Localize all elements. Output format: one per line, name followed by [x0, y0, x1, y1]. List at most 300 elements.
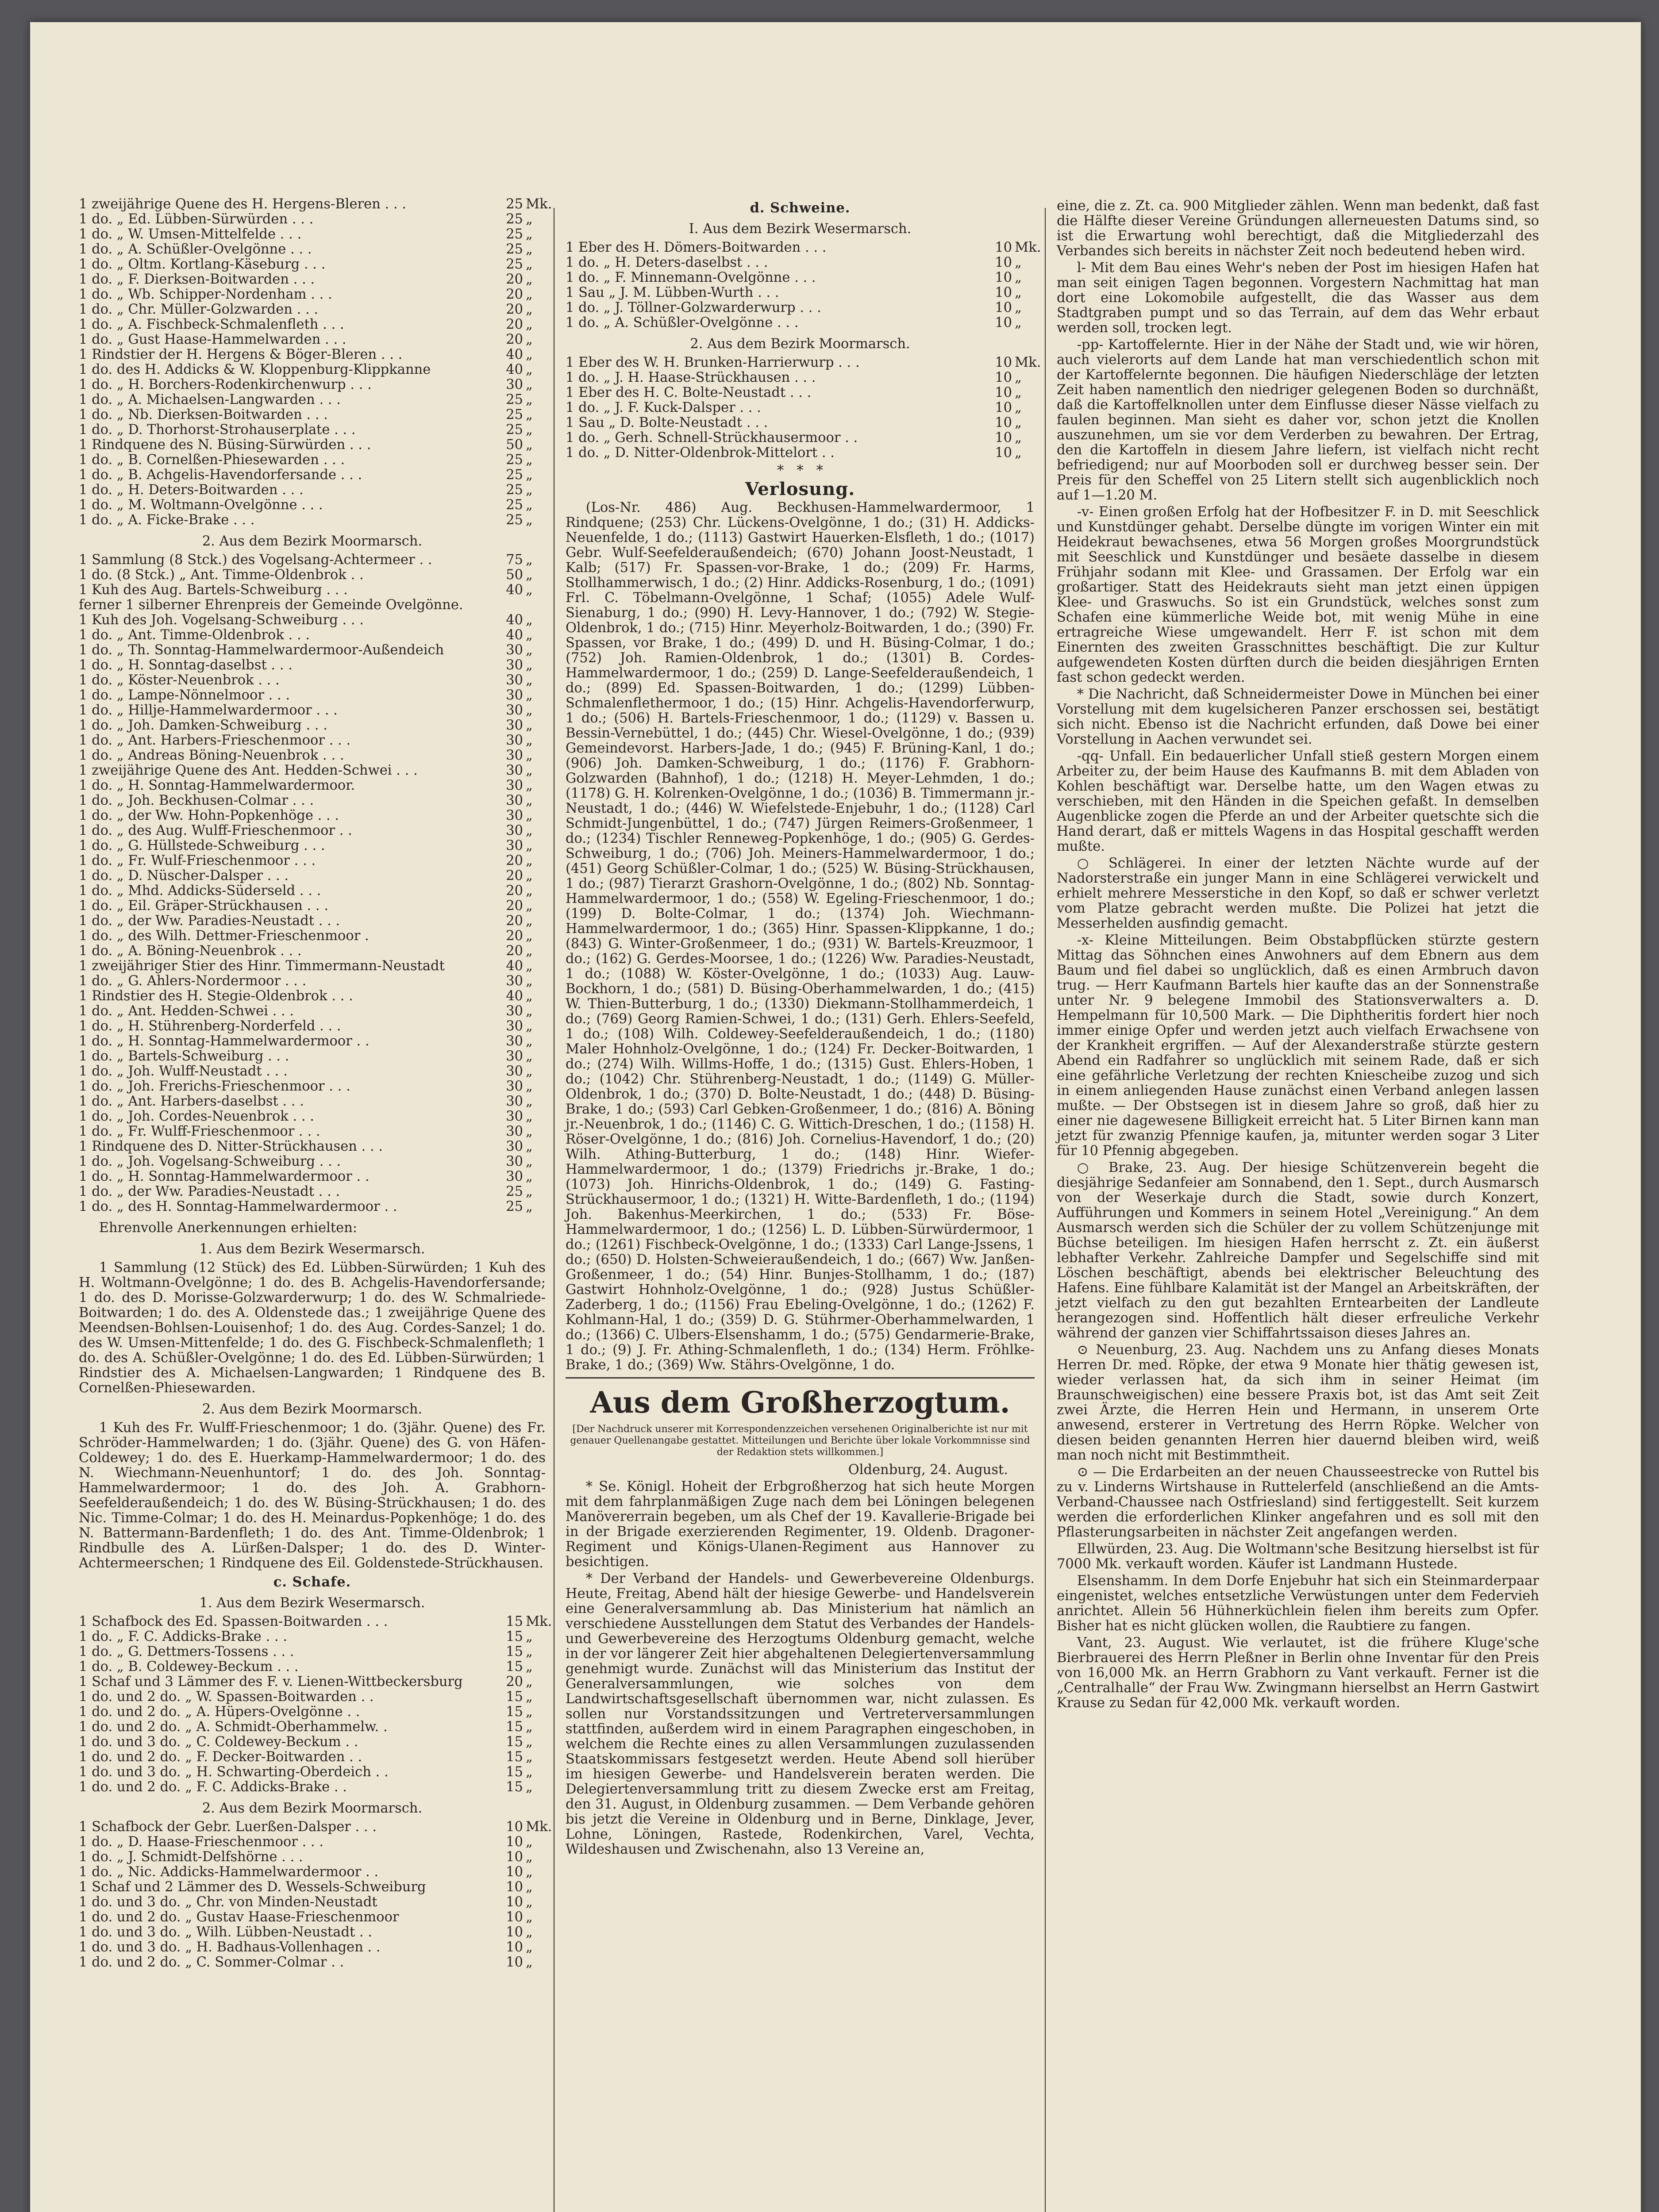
prize-row: [79, 1659, 546, 1674]
prize-unit: „: [526, 1629, 533, 1644]
prize-entry: 1 Sau „ D. Bolte-Neustadt . . .: [566, 415, 768, 430]
prize-entry: 1 Sammlung (8 Stck.) des Vogelsang-Achtermeer . .: [79, 553, 432, 568]
prize-amount: 30: [506, 642, 523, 658]
prize-row: [79, 287, 546, 302]
prize-unit: „: [526, 1033, 533, 1049]
prize-amount: 10: [506, 1909, 523, 1925]
prize-row: [79, 483, 546, 498]
prize-amount: 40: [506, 958, 523, 974]
reprint-note: [Der Nachdruck unserer mit Korrespondenzzeichen versehenen Originalberichte ist nur mit genauer Quellenangabe gestattet. Mitteilungen und Berichte über lokale Vorkommnisse sind der Redaktion stets willkommen.]: [570, 1424, 1030, 1458]
prize-amount: 25: [506, 407, 523, 422]
prize-row: [79, 1780, 546, 1795]
prize-entry: 1 zweijährige Quene des H. Hergens-Bleren . . .: [79, 197, 407, 212]
prize-entry: 1 do. „ H. Stührenberg-Norderfeld . . .: [79, 1019, 341, 1034]
prize-row: [79, 1169, 546, 1184]
prize-entry: 1 do. „ des Wilh. Dettmer-Frieschenmoor .: [79, 929, 369, 944]
prize-amount: 10: [995, 240, 1012, 255]
prize-entry: 1 do. „ D. Nitter-Oldenbrok-Mittelort . .: [566, 445, 835, 461]
prize-amount: 10: [995, 400, 1012, 415]
prize-amount: 30: [506, 1018, 523, 1034]
prize-row: [79, 498, 546, 513]
prize-amount: 40: [506, 988, 523, 1004]
prize-entry: 1 do. „ Mhd. Addicks-Süderseld . . .: [79, 883, 321, 899]
prize-entry: 1 do. „ D. Thorhorst-Strohauserplate . . .: [79, 422, 356, 438]
prize-row: [566, 385, 1035, 400]
prize-amount: 30: [506, 657, 523, 673]
prize-list-cattle-weser: [79, 196, 552, 528]
paragraph: * Der Verband der Handels- und Gewerbevereine Oldenburgs. Heute, Freitag, Abend hält der hiesige Gewerbe- und Handelsverein eine Generalversammlung ab. Das Ministerium hat nämlich an verschiedene Ausstellungen dem Statut des Verbandes der Handels- und Gewerbevereine des Herzogtums Oldenburg gemacht, welche in der vor längerer Zeit hier abgehaltenen Delegiertenversammlung genehmigt wurde. Zunächst will das Ministerium das Institut der Generalversammlungen, wie solches von dem Landwirtschaftsgesellschaft übernommen war, nicht zulassen. Es sollen nur Vorstandssitzungen und Vertreterversammlungen stattfinden, außerdem wird in einem Paragraphen eingeschoben, in welchem die Rechte eines zu allen Versammlungen zuzulassenden Staatskommissars festgesetzt werden. Heute Abend soll hierüber im hiesigen Gewerbe- und Handelsverein beraten werden. Die Delegiertenversammlung tritt zu diesem Zwecke erst am Freitag, den 31. August, in Oldenburg zusammen. — Dem Verbande gehören bis jetzt die Vereine in Oldenburg und in Berne, Dinklage, Jever, Lohne, Löningen, Rastede, Rodenkirchen, Varel, Vechta, Wildeshausen und Zwischenahn, also 13 Vereine an,: [566, 1571, 1035, 1857]
prize-entry: 1 do. „ A. Schüßler-Ovelgönne . . .: [566, 315, 799, 330]
prize-unit: „: [526, 452, 533, 468]
prize-row: [79, 1819, 552, 1835]
prize-row: [79, 718, 546, 733]
prize-entry: 1 do. und 2 do. „ F. Decker-Boitwarden . .: [79, 1750, 362, 1765]
prize-unit: „: [526, 718, 533, 733]
prize-unit: Mk.: [1015, 355, 1041, 370]
prize-amount: 40: [506, 612, 523, 628]
prize-row: [566, 400, 1035, 415]
prize-entry: 1 do. „ J. Töllner-Golzwarderwurp . . .: [566, 300, 821, 315]
prize-amount: 30: [506, 1064, 523, 1079]
prize-amount: 30: [506, 823, 523, 838]
prize-row: [566, 370, 1035, 385]
prize-unit: „: [526, 1064, 533, 1079]
prize-row: [79, 974, 546, 989]
prize-row: [79, 1835, 546, 1850]
prize-amount: 10: [506, 1834, 523, 1850]
prize-unit: „: [526, 407, 533, 422]
prize-unit: „: [526, 1879, 533, 1895]
prize-amount: 10: [995, 270, 1012, 285]
prize-row: [79, 658, 546, 673]
prize-amount: 10: [995, 445, 1012, 461]
prize-entry: 1 Kuh des Aug. Bartels-Schweiburg . . .: [79, 583, 348, 598]
prize-unit: „: [1015, 255, 1022, 270]
prize-entry: 1 do. „ Wb. Schipper-Nordenham . . .: [79, 287, 332, 302]
prize-unit: „: [526, 1779, 533, 1795]
prize-entry: 1 do. „ A. Böning-Neuenbrok . . .: [79, 944, 302, 959]
prize-unit: „: [526, 482, 533, 498]
paragraph: Elsenshamm. In dem Dorfe Enjebuhr hat sich ein Steinmarderpaar eingenistet, welches entsetzliche Verwüstungen unter dem Federvieh anrichtet. Allein 56 Hühnerküchlein fielen ihm bereits zum Opfer. Bisher hat es nicht glücken wollen, die Raubtiere zu fangen.: [1057, 1573, 1539, 1634]
paragraph: eine, die z. Zt. ca. 900 Mitglieder zählen. Wenn man bedenkt, daß fast die Hälfte dieser Vereine Gründungen allerneuesten Datums sind, so ist die Erwartung wohl berechtigt, daß die Mitgliederzahl des Verbandes sich bereits in nächster Zeit noch bedeutend heben wird.: [1057, 198, 1539, 259]
prize-entry: 1 Sau „ J. M. Lübben-Wurth . . .: [566, 285, 779, 300]
prize-row: [79, 1004, 546, 1019]
prize-amount: 30: [506, 703, 523, 718]
prize-entry: 1 do. „ der Ww. Hohn-Popkenhöge . . .: [79, 808, 339, 823]
paragraph: -x- Kleine Mitteilungen. Beim Obstabpflücken stürzte gestern Mittag das Söhnchen eines Anwohners auf dem Ebnern aus dem Baum und fiel dabei so unglücklich, daß es einen Armbruch davon trug. — Herr Kaufmann Bartels hier kaufte das an der Sonnenstraße unter Nr. 9 belegene Immobil des Stationsverwalters a. D. Hempelmann für 10,500 Mark. — Die Diphtheritis fordert hier noch immer einige Opfer und werden jetzt auch vielfach Erwachsene von der Krankheit ergriffen. — Auf der Alexanderstraße stürzte gestern Abend ein Radfahrer so unglücklich mit seinem Rade, daß er sich eine gefährliche Verletzung der rechten Kniescheibe zuzog und sich in einem anliegenden Hause zunächst einen Verband anlegen lassen mußte. — Der Obstsegen ist in diesem Jahre so groß, daß hier zu einer nie dagewesene Billigkeit erreicht hat. 5 Liter Birnen kann man jetzt für zwanzig Pfennige kaufen, ja, mitunter werden sogar 3 Liter für 10 Pfennig abgegeben.: [1057, 933, 1539, 1159]
prize-row: [79, 1109, 546, 1124]
prize-amount: 30: [506, 687, 523, 703]
prize-entry: 1 do. „ H. Sonntag-Hammelwardermoor . .: [79, 1169, 370, 1184]
prize-row: [79, 1674, 546, 1690]
prize-amount: 15: [506, 1719, 523, 1735]
prize-amount: 10: [995, 430, 1012, 445]
prize-unit: „: [526, 467, 533, 483]
prize-amount: 25: [506, 211, 523, 227]
prize-entry: 1 do. „ Joh. Beckhusen-Colmar . . .: [79, 793, 314, 808]
prize-unit: „: [526, 1048, 533, 1064]
prize-amount: 15: [506, 1779, 523, 1795]
prize-row: [79, 553, 546, 568]
prize-entry: 1 do. „ Lampe-Nönnelmoor . . .: [79, 688, 290, 703]
prize-entry: ferner 1 silberner Ehrenpreis der Gemeinde Ovelgönne.: [79, 598, 463, 613]
prize-entry: 1 zweijähriger Stier des Hinr. Timmermann-Neustadt: [79, 959, 445, 974]
prize-row: [79, 673, 546, 688]
prize-entry: 1 do. „ Joh. Damken-Schweiburg . . .: [79, 718, 327, 733]
prize-row: [79, 628, 546, 643]
prize-row: [79, 1184, 546, 1199]
prize-row: [79, 643, 546, 658]
prize-amount: 40: [506, 627, 523, 643]
prize-unit: „: [1015, 445, 1022, 461]
prize-row: [79, 1940, 546, 1955]
prize-row: [79, 703, 546, 718]
prize-amount: 20: [506, 913, 523, 929]
prize-row: [79, 1629, 546, 1644]
prize-entry: 1 do. „ M. Woltmann-Ovelgönne . . .: [79, 498, 323, 513]
prize-unit: „: [526, 642, 533, 658]
prize-row: [79, 929, 546, 944]
prize-row: [79, 1034, 546, 1049]
prize-amount: 30: [506, 1003, 523, 1019]
prize-unit: Mk.: [526, 1819, 552, 1835]
prize-entry: 1 do. „ J. F. Kuck-Dalsper . . .: [566, 400, 761, 415]
prize-row: [566, 415, 1035, 430]
prize-row: [79, 568, 546, 583]
prize-row: [79, 808, 546, 823]
prize-unit: „: [526, 1864, 533, 1880]
prize-unit: „: [526, 793, 533, 808]
prize-row: [79, 1765, 546, 1780]
prize-unit: „: [526, 853, 533, 868]
prize-row: [79, 212, 546, 227]
asterism: * * *: [777, 463, 823, 478]
prize-row: [79, 1124, 546, 1139]
prize-unit: Mk.: [526, 1614, 552, 1629]
prize-amount: 30: [506, 672, 523, 688]
prize-row: [79, 1955, 546, 1970]
column-middle: [566, 197, 1041, 1859]
prize-amount: 20: [506, 317, 523, 332]
prize-row: [79, 793, 546, 808]
prize-row: [79, 302, 546, 317]
prize-amount: 15: [506, 1614, 523, 1629]
prize-amount: 10: [506, 1819, 523, 1835]
prize-row: [79, 883, 546, 899]
prize-row: [79, 1750, 546, 1765]
paragraph: * Die Nachricht, daß Schneidermeister Dowe in München bei einer Vorstellung mit dem kugelsicheren Panzer erschossen sei, bestätigt sich nicht. Ebenso ist die Nachricht erfunden, daß Dowe bei einer Vorstellung in Aachen verwundet sei.: [1057, 687, 1539, 747]
prize-entry: 1 Rindstier der H. Hergens & Böger-Bleren . . .: [79, 347, 403, 362]
prize-entry: 1 do. „ H. Sonntag-Hammelwardermoor.: [79, 778, 355, 793]
prize-entry: 1 do. und 2 do. „ C. Sommer-Colmar . .: [79, 1955, 344, 1970]
prize-amount: 20: [506, 868, 523, 883]
prize-list-cattle-moor: [79, 553, 546, 1214]
prize-amount: 15: [506, 1734, 523, 1750]
prize-unit: „: [526, 392, 533, 407]
prize-entry: 1 do. „ Fr. Wulf-Frieschenmoor . . .: [79, 853, 316, 868]
prize-unit: [523, 598, 546, 613]
prize-entry: 1 Kuh des Joh. Vogelsang-Schweiburg . . .: [79, 613, 364, 628]
prize-unit: „: [526, 612, 533, 628]
section-title: d. Schweine.: [750, 200, 851, 216]
prize-amount: 25: [506, 1199, 523, 1214]
prize-row: [79, 944, 546, 959]
prize-list-sheep-weser: [79, 1614, 552, 1795]
prize-entry: 1 Schaf und 2 Lämmer des D. Wessels-Schweiburg: [79, 1880, 426, 1895]
prize-entry: 1 do. „ Joh. Wulff-Neustadt . . .: [79, 1064, 288, 1079]
prize-entry: 1 do. des H. Addicks & W. Kloppenburg-Klippkanne: [79, 362, 431, 377]
prize-unit: „: [526, 913, 533, 929]
section-title: c. Schafe.: [273, 1574, 351, 1590]
prize-row: [79, 778, 546, 793]
prize-entry: 1 do. und 3 do. „ H. Schwarting-Oberdeich . .: [79, 1765, 389, 1780]
prize-row: [79, 347, 546, 362]
prize-amount: 10: [995, 285, 1012, 300]
paragraph: ○ Brake, 23. Aug. Der hiesige Schützenverein begeht die diesjährige Sedanfeier am Sonnabend, den 1. Sept., durch Ausmarsch von der Weserkaje durch die Stadt, sowie durch Konzert, Aufführungen und Kommers in seinem Hotel „Vereinigung.“ An dem Ausmarsch werden sich die Schüler der zu vollem Schützenjunge mit Büchse beteiligen. Im hiesigen Hafen herrscht z. Zt. ein äußerst lebhafter Verkehr. Zahlreiche Dampfer und Segelschiffe sind mit Löschen beschäftigt, abends bei elektrischer Beleuchtung des Hafens. Eine fühlbare Kalamität ist der Mangel an Arbeitskräften, der jetzt vielfach zu den gut bezahlten Erntearbeiten der Landleute herangezogen sind. Hoffentlich hält dieser erfreuliche Verkehr während der ganzen vier Schiffahrtssaison dieses Jahres an.: [1057, 1160, 1539, 1341]
prize-entry: 1 do. „ Chr. Müller-Golzwarden . . .: [79, 302, 319, 317]
prize-row: [79, 1720, 546, 1735]
prize-amount: 20: [506, 883, 523, 899]
prize-unit: „: [526, 1749, 533, 1765]
prize-unit: „: [1015, 430, 1022, 445]
prize-amount: 30: [506, 1094, 523, 1109]
prize-unit: „: [526, 347, 533, 362]
prize-entry: 1 do. „ Ant. Timme-Oldenbrok . . .: [79, 628, 310, 643]
prize-amount: 20: [506, 898, 523, 914]
prize-amount: 10: [995, 355, 1012, 370]
lottery-title: Verlosung.: [745, 479, 855, 499]
prize-unit: „: [526, 943, 533, 959]
prize-entry: 1 Eber des H. C. Bolte-Neustadt . . .: [566, 385, 812, 400]
prize-amount: 20: [506, 302, 523, 317]
prize-entry: 1 do. „ A. Schüßler-Ovelgönne . . .: [79, 242, 312, 257]
prize-unit: „: [526, 703, 533, 718]
prize-unit: „: [526, 672, 533, 688]
prize-amount: 25: [506, 242, 523, 257]
prize-amount: 10: [995, 370, 1012, 385]
prize-amount: 10: [995, 255, 1012, 270]
prize-row: [79, 1690, 546, 1705]
prize-unit: „: [526, 1139, 533, 1154]
prize-entry: 1 do. „ Gerh. Schnell-Strückhausermoor . .: [566, 430, 858, 445]
prize-amount: 25: [506, 227, 523, 242]
prize-entry: 1 Eber des W. H. Brunken-Harrierwurp . . .: [566, 355, 860, 370]
prize-row: [79, 733, 546, 748]
prize-unit: „: [526, 868, 533, 883]
section-heading: Ehrenvolle Anerkennungen erhielten:: [99, 1220, 358, 1236]
prize-entry: 1 do. und 2 do. „ Gustav Haase-Frieschenmoor: [79, 1910, 399, 1925]
prize-entry: 1 do. „ des Aug. Wulff-Frieschenmoor . .: [79, 823, 352, 838]
prize-amount: 30: [506, 748, 523, 763]
prize-amount: 30: [506, 1169, 523, 1184]
prize-unit: „: [526, 1199, 533, 1214]
prize-unit: „: [526, 332, 533, 347]
column-rule: [1045, 208, 1046, 2212]
paper-sheet: [30, 22, 1641, 2212]
column-right: [1057, 197, 1539, 1713]
prize-row: [566, 240, 1041, 255]
prize-entry: 1 do. „ Joh. Vogelsang-Schweiburg . . .: [79, 1154, 341, 1169]
prize-row: [79, 598, 546, 613]
prize-row: [79, 1614, 552, 1629]
prize-entry: 1 do. „ Ed. Lübben-Sürwürden . . .: [79, 212, 314, 227]
prize-amount: 10: [506, 1864, 523, 1880]
paragraph: * Se. Königl. Hoheit der Erbgroßherzog hat sich heute Morgen mit dem fahrplanmäßigen Zuge nach dem bei Löningen belegenen Manövererrain begeben, um als Chef der 19. Kavallerie-Brigade bei in der Brigade exerzierenden Regimenter, 19. Oldenb. Dragoner-Regiment und Königs-Ulanen-Regiment aus Hannover zu besichtigen.: [566, 1479, 1035, 1570]
divider: [566, 1377, 1035, 1379]
prize-unit: „: [526, 808, 533, 823]
prize-entry: 1 do. „ Ant. Harbers-Frieschenmoor . . .: [79, 733, 351, 748]
prize-unit: „: [526, 1955, 533, 1970]
prize-entry: 1 do. „ A. Michaelsen-Langwarden . . .: [79, 392, 341, 407]
section-heading: I. Aus dem Bezirk Wesermarsch.: [689, 221, 912, 237]
prize-amount: 10: [506, 1879, 523, 1895]
prize-entry: 1 do. „ H. Borchers-Rodenkirchenwurp . . .: [79, 377, 372, 392]
prize-entry: 1 do. „ D. Nüscher-Dalsper . . .: [79, 868, 289, 883]
prize-entry: 1 zweijährige Quene des Ant. Hedden-Schwei . . .: [79, 763, 418, 778]
prize-unit: „: [526, 1764, 533, 1780]
prize-entry: 1 do. „ F. C. Addicks-Brake . . .: [79, 1629, 288, 1644]
prize-unit: „: [526, 748, 533, 763]
prize-amount: 15: [506, 1704, 523, 1720]
prize-amount: 40: [506, 347, 523, 362]
prize-unit: „: [526, 958, 533, 974]
prize-entry: 1 do. „ Hillje-Hammelwardermoor . . .: [79, 703, 338, 718]
prize-entry: 1 do. „ G. Ahlers-Nordermoor . . .: [79, 974, 307, 989]
prize-amount: 75: [506, 552, 523, 568]
prize-entry: 1 do. „ H. Sonntag-daselbst . . .: [79, 658, 293, 673]
prize-unit: „: [526, 778, 533, 793]
prize-amount: 20: [506, 272, 523, 287]
prize-unit: „: [526, 1018, 533, 1034]
prize-row: [79, 989, 546, 1004]
prize-row: [566, 355, 1041, 370]
prize-unit: „: [526, 257, 533, 272]
prize-amount: 15: [506, 1689, 523, 1705]
prize-amount: 10: [995, 385, 1012, 400]
prize-row: [79, 1064, 546, 1079]
prize-row: [79, 317, 546, 332]
prize-entry: 1 do. „ Joh. Frerichs-Frieschenmoor . . .: [79, 1079, 350, 1094]
prize-entry: 1 do. „ Nb. Dierksen-Boitwarden . . .: [79, 407, 328, 422]
paragraph: ⊙ — Die Erdarbeiten an der neuen Chausseestrecke von Ruttel bis zu v. Linderns Wirtshause in Ruttelerfeld (anschließend an die Amts-Verband-Chaussee nach Ostfriesland) sind fertiggestellt. Seit kurzem werden die erforderlichen Klinker angefahren und es soll mit den Pflasterungsarbeiten in nächster Zeit angefangen werden.: [1057, 1464, 1539, 1540]
prize-amount: 30: [506, 1079, 523, 1094]
prize-amount: 25: [506, 196, 523, 212]
prize-entry: 1 Rindquene des N. Büsing-Sürwürden . . .: [79, 438, 371, 453]
prize-unit: „: [526, 582, 533, 598]
section-heading: 1. Aus dem Bezirk Wesermarsch.: [199, 1241, 425, 1257]
prize-amount: 25: [506, 392, 523, 407]
prize-unit: „: [526, 1834, 533, 1850]
prize-unit: „: [526, 898, 533, 914]
prize-unit: „: [1015, 300, 1022, 315]
prize-unit: „: [1015, 315, 1022, 330]
prize-row: [79, 868, 546, 883]
prize-unit: „: [526, 1154, 533, 1169]
prize-amount: [492, 598, 523, 613]
prize-unit: „: [1015, 285, 1022, 300]
prize-amount: 50: [506, 437, 523, 453]
prize-amount: 25: [506, 1184, 523, 1199]
prize-entry: 1 do. „ Nic. Addicks-Hammelwardermoor . .: [79, 1865, 379, 1880]
prize-entry: 1 Schafbock der Gebr. Luerßen-Dalsper . . .: [79, 1820, 377, 1835]
prize-entry: 1 do. „ Th. Sonntag-Hammelwardermoor-Außendeich: [79, 643, 444, 658]
prize-row: [566, 270, 1035, 285]
prize-amount: 30: [506, 763, 523, 778]
prize-row: [79, 1705, 546, 1720]
prize-amount: 30: [506, 1109, 523, 1124]
prize-list-pigs-moor: [566, 355, 1041, 461]
prize-entry: 1 do. und 2 do. „ A. Hüpers-Ovelgönne . .: [79, 1705, 360, 1720]
prize-row: [79, 1079, 546, 1094]
prize-unit: „: [526, 1924, 533, 1940]
prize-row: [79, 1139, 546, 1154]
prize-amount: 25: [506, 422, 523, 438]
prize-entry: 1 Eber des H. Dömers-Boitwarden . . .: [566, 240, 827, 255]
prize-unit: „: [526, 1109, 533, 1124]
prize-amount: 25: [506, 257, 523, 272]
prize-entry: 1 do. „ Ant. Hedden-Schwei . . .: [79, 1004, 294, 1019]
prize-entry: 1 do. „ H. Sonntag-Hammelwardermoor . .: [79, 1034, 370, 1049]
prize-unit: „: [526, 552, 533, 568]
prize-amount: 50: [506, 567, 523, 583]
prize-entry: 1 do. „ H. Deters-Boitwarden . . .: [79, 483, 304, 498]
prize-unit: „: [526, 377, 533, 392]
prize-amount: 15: [506, 1629, 523, 1644]
prize-amount: 20: [506, 332, 523, 347]
paragraph: Vant, 23. August. Wie verlautet, ist die frühere Kluge'sche Bierbrauerei des Herrn Pleßner in Berlin ohne Inventar für den Preis von 16,000 Mk. an Herrn Grabhorn zu Vant verkauft. Ferner ist die „Centralhalle“ der Frau Ww. Zwingmann hierselbst an Herrn Gastwirt Krause zu Sedan für 42,000 Mk. verkauft worden.: [1057, 1635, 1539, 1711]
prize-row: [79, 583, 546, 598]
prize-unit: „: [526, 287, 533, 302]
prize-row: [79, 468, 546, 483]
prize-unit: „: [526, 1094, 533, 1109]
paragraph: ○ Schlägerei. In einer der letzten Nächte wurde auf der Nadorsterstraße ein junger Mann in eine Schlägerei verwickelt und erhielt mehrere Messerstiche in den Kopf, so daß er schwer verletzt vom Platze gebracht werden mußte. Die Polizei hat jetzt die Messerhelden ausfindig gemacht.: [1057, 856, 1539, 931]
prize-entry: 1 do. „ A. Ficke-Brake . . .: [79, 513, 255, 528]
prize-entry: 1 Schaf und 3 Lämmer des F. v. Lienen-Wittbeckersburg: [79, 1674, 463, 1690]
prize-amount: 30: [506, 778, 523, 793]
prize-entry: 1 do. „ G. Hüllstede-Schweiburg . . .: [79, 838, 325, 853]
prize-unit: „: [526, 1003, 533, 1019]
paragraph: -qq- Unfall. Ein bedauerlicher Unfall stieß gestern Morgen einem Arbeiter zu, der beim Hause des Kaufmanns B. mit dem Abladen von Kohlen beschäftigt war. Derselbe hatte, um den Wagen etwas zu verschieben, mit den Händen in die Speichen gefaßt. In demselben Augenblicke zogen die Pferde an und der Arbeiter quetschte sich die Hand derart, daß er mittels Wagens in das Hospital geschafft werden mußte.: [1057, 749, 1539, 854]
prize-unit: „: [526, 973, 533, 989]
prize-row: [79, 196, 552, 212]
prize-row: [79, 422, 546, 438]
prize-entry: 1 do. „ B. Cornelßen-Phiesewarden . . .: [79, 453, 345, 468]
prize-entry: 1 do. und 2 do. „ F. C. Addicks-Brake . .: [79, 1780, 347, 1795]
prize-row: [79, 332, 546, 347]
prize-unit: „: [526, 567, 533, 583]
prize-amount: 20: [506, 853, 523, 868]
prize-entry: 1 do. „ Ant. Harbers-daselbst . . .: [79, 1094, 304, 1109]
prize-unit: „: [526, 512, 533, 528]
prize-unit: „: [526, 1079, 533, 1094]
prize-row: [79, 1735, 546, 1750]
prize-unit: „: [526, 988, 533, 1004]
prize-amount: 30: [506, 733, 523, 748]
prize-unit: „: [526, 1674, 533, 1690]
prize-entry: 1 do. „ Oltm. Kortlang-Käseburg . . .: [79, 257, 326, 272]
prize-amount: 30: [506, 1139, 523, 1154]
section-heading: 2. Aus dem Bezirk Moormarsch.: [690, 336, 910, 352]
prize-amount: 10: [506, 1924, 523, 1940]
paragraph: Ellwürden, 23. Aug. Die Woltmann'sche Besitzung hierselbst ist für 7000 Mk. verkauft worden. Käufer ist Landmann Hustede.: [1057, 1541, 1539, 1572]
prize-row: [79, 1850, 546, 1865]
prize-row: [79, 688, 546, 703]
prize-unit: Mk.: [1015, 240, 1041, 255]
prize-row: [79, 1019, 546, 1034]
prize-row: [79, 1644, 546, 1659]
prize-unit: „: [526, 211, 533, 227]
prize-row: [79, 959, 546, 974]
